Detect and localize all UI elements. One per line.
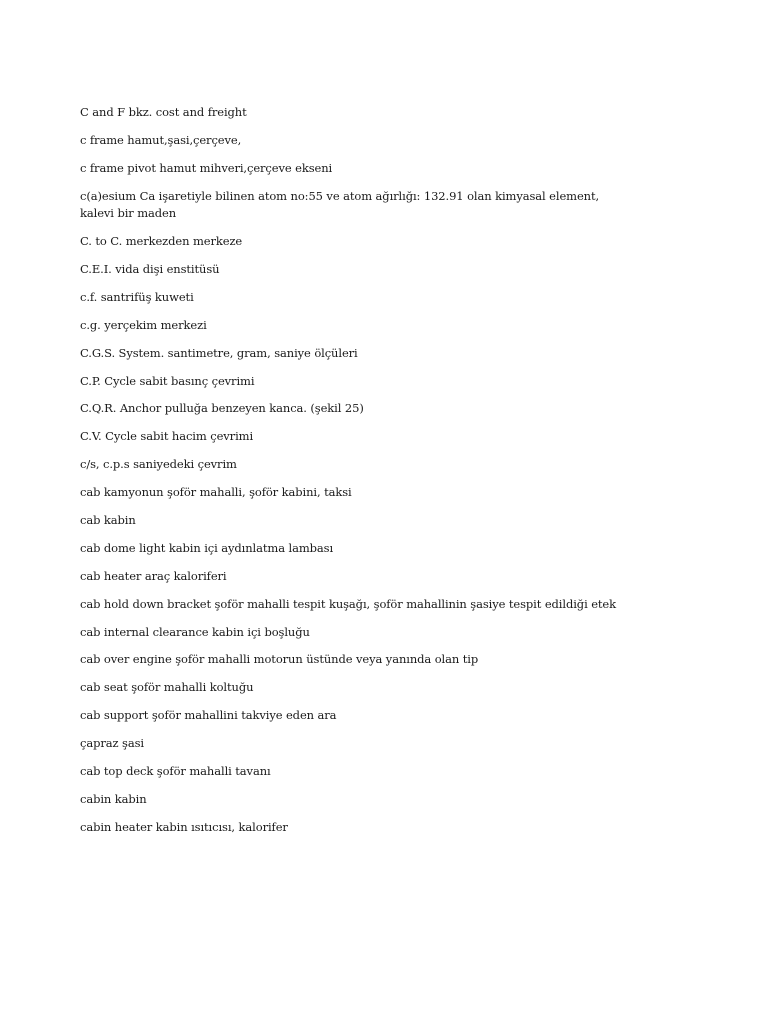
glossary-entry: cab kabin [80, 512, 136, 527]
glossary-entry: cab kamyonun şoför mahalli, şoför kabini, taksi [80, 485, 352, 500]
glossary-entry: C.V. Cycle sabit hacim çevrimi [80, 429, 254, 444]
glossary-entry: cabin kabin [80, 791, 147, 806]
glossary-entry: cab hold down bracket şoför mahalli tespit kuşağı, şoför mahallinin şasiye tespit edildiği etek [80, 596, 616, 611]
glossary-entry-list [80, 104, 620, 847]
glossary-entry: C.E.I. vida dişi enstitüsü [80, 261, 220, 276]
glossary-entry: cab internal clearance kabin içi boşluğu [80, 624, 310, 639]
glossary-entry: c(a)esium Ca işaretiyle bilinen atom no:55 ve atom ağırlığı: 132.91 olan kimyasal element, kalevi bir maden [80, 188, 600, 221]
glossary-entry: c frame pivot hamut mihveri,çerçeve ekseni [80, 160, 333, 175]
glossary-entry: cab heater araç kaloriferi [80, 568, 227, 583]
glossary-entry: C and F bkz. cost and freight [80, 105, 247, 119]
glossary-entry: cab top deck şoför mahalli tavanı [80, 763, 271, 778]
glossary-entry: c.g. yerçekim merkezi [80, 317, 207, 332]
glossary-entry: c/s, c.p.s saniyedeki çevrim [80, 457, 237, 472]
glossary-entry: c frame hamut,şasi,çerçeve, [80, 132, 242, 147]
glossary-entry: cab support şoför mahallini takviye eden ara [80, 708, 337, 723]
glossary-entry: C. to C. merkezden merkeze [80, 234, 243, 249]
glossary-entry: cab dome light kabin içi aydınlatma lambası [80, 540, 334, 555]
glossary-entry: çapraz şasi [80, 736, 144, 751]
glossary-entry: cab over engine şoför mahalli motorun üstünde veya yanında olan tip [80, 652, 479, 667]
glossary-entry: C.Q.R. Anchor pulluğa benzeyen kanca. (şekil 25) [80, 401, 364, 416]
glossary-entry: C.P. Cycle sabit basınç çevrimi [80, 373, 255, 388]
glossary-entry: cabin heater kabin ısıtıcısı, kalorifer [80, 819, 288, 834]
glossary-entry: C.G.S. System. santimetre, gram, saniye ölçüleri [80, 345, 358, 360]
glossary-entry: c.f. santrifüş kuweti [80, 289, 194, 304]
glossary-entry: cab seat şoför mahalli koltuğu [80, 680, 254, 695]
